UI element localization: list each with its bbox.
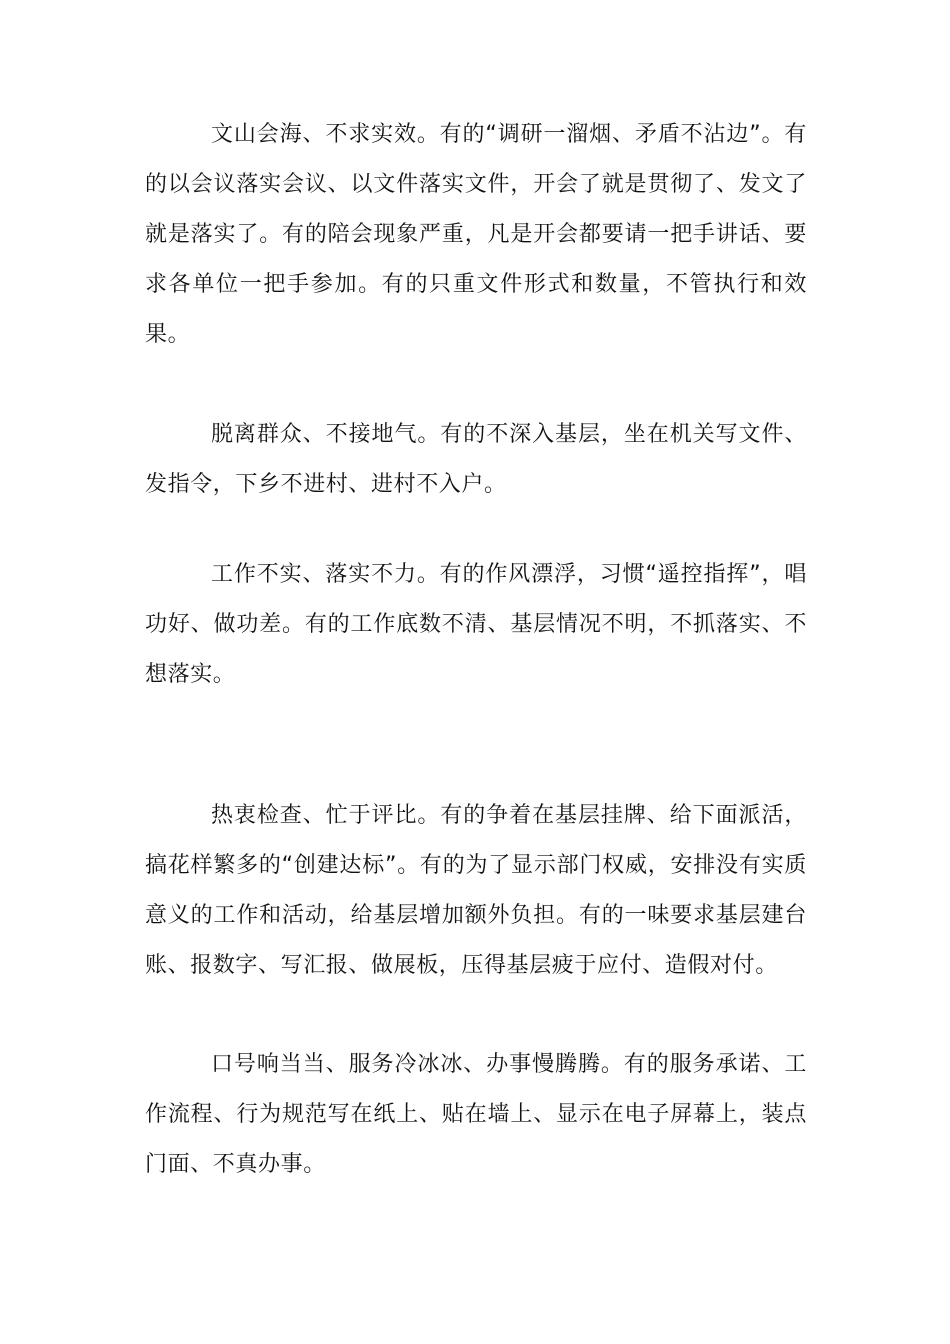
paragraph-inspections-evaluations: 热衷检查、忙于评比。有的争着在基层挂牌、给下面派活，搞花样繁多的“创建达标”。有的为了显示部门权威，安排没有实质意义的工作和活动，给基层增加额外负担。有的一味要求基层建台账、报数字、写汇报、做展板，压得基层疲于应付、造假对付。 xyxy=(145,803,807,978)
paragraph-weak-implementation: 工作不实、落实不力。有的作风漂浮，习惯“遥控指挥”，唱功好、做功差。有的工作底数不清、基层情况不明，不抓落实、不想落实。 xyxy=(145,562,807,687)
paragraph-slogans-service: 口号响当当、服务冷冰冰、办事慢腾腾。有的服务承诺、工作流程、行为规范写在纸上、贴在墙上、显示在电子屏幕上，装点门面、不真办事。 xyxy=(145,1052,807,1177)
paragraph-meetings-documents: 文山会海、不求实效。有的“调研一溜烟、矛盾不沾边”。有的以会议落实会议、以文件落实文件，开会了就是贯彻了、发文了就是落实了。有的陪会现象严重，凡是开会都要请一把手讲话、要求各单位一把手参加。有的只重文件形式和数量，不管执行和效果。 xyxy=(145,122,807,347)
paragraph-detached-from-masses: 脱离群众、不接地气。有的不深入基层，坐在机关写文件、发指令，下乡不进村、进村不入户。 xyxy=(145,422,807,497)
